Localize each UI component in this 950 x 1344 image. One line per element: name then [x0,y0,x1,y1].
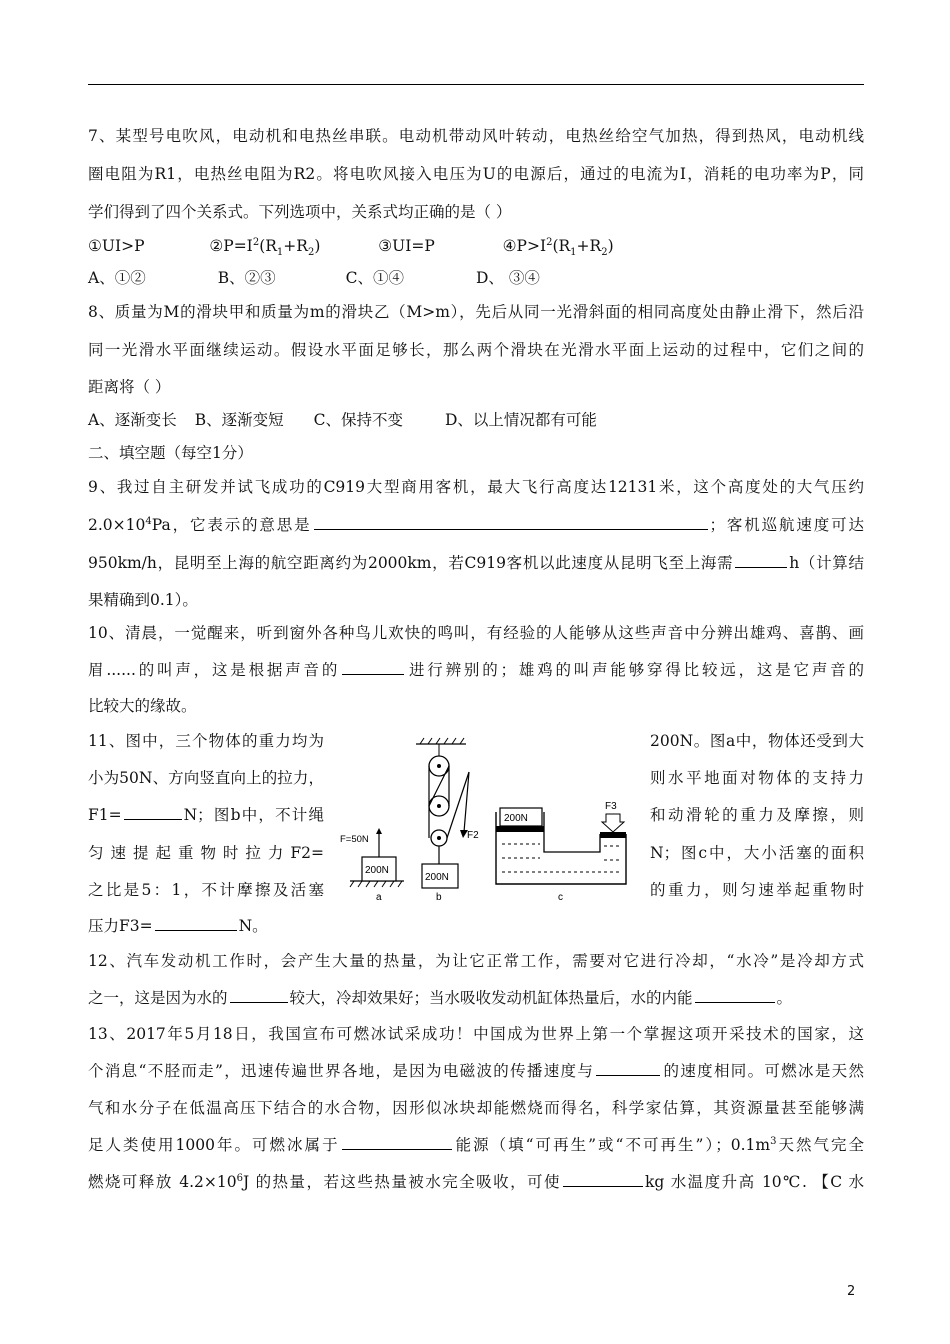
q7-option-a[interactable]: A、①② [88,269,146,287]
q11-left-3: F1= N；图b中，不计绳 [88,806,324,824]
q11-left-2: 小为50N、方向竖直向上的拉力， [88,769,324,787]
q11-left-4: 匀 速 提 起 重 物 时 拉 力 F2= [88,844,324,862]
q7-formula-4: $④P>I^2(R_1+R_2)$ [502,236,614,259]
figure-a-caption: a [376,892,382,903]
q7-formulas [88,236,614,259]
q13-line-2: 个消息“不胫而走”，迅速传遍世界各地，是因为电磁波的传播速度与 的速度相同。可燃冰是天然 [88,1062,864,1080]
q11-right-3: 和动滑轮的重力及摩擦，则 [650,806,864,824]
q13-blank-3[interactable] [563,1172,643,1187]
q7-option-d[interactable]: D、 ③④ [475,269,540,287]
q13-blank-2[interactable] [342,1135,452,1150]
q12-line-2: 之一，这是因为水的 较大，冷却效果好；当水吸收发动机缸体热量后，水的内能 。 [88,989,793,1007]
q8-options [88,410,597,430]
figure-a-force-label: F=50N [340,834,369,845]
q11-blank-3[interactable] [155,916,237,931]
figure-c-force-label: F3 [605,801,617,812]
q7-option-c[interactable]: C、①④ [345,269,404,287]
q13-line-1: 13、2017年5月18日，我国宣布可燃冰试采成功！中国成为世界上第一个掌握这项开采技术的国家，这 [88,1025,864,1043]
q7-formula-2: $②P=I^2(R_1+R_2)$ [209,236,321,259]
q10-line-2: 眉......的叫声，这是根据声音的 进行辨别的；雄鸡的叫声能够穿得比较远，这是它声音的 [88,661,864,679]
q7-formula-3: ③UI=P [378,237,435,255]
q7-line-1: 7、某型号电吹风，电动机和电热丝串联。电动机带动风叶转动，电热丝给空气加热，得到热风，电动机线 [88,127,864,145]
q11-right-1: 200N。图a中，物体还受到大 [650,732,864,750]
q11-left-5: 之比是5：1，不计摩擦及活塞 [88,881,324,899]
q7-option-b[interactable]: B、②③ [217,269,276,287]
q9-blank-1[interactable] [314,515,708,530]
q10-blank-1[interactable] [342,660,404,675]
figure-a-weight-label: 200N [365,865,389,876]
q11-blank-1[interactable] [124,805,182,820]
q10-line-3: 比较大的缘故。 [88,697,197,715]
q7-formula-1: ①UI>P [88,237,145,255]
q8-option-c[interactable]: C、保持不变 [313,411,403,429]
q13-blank-1[interactable] [596,1061,660,1076]
figure-c-weight-label: 200N [504,813,528,824]
figure-b [416,738,479,903]
q9-line-1: 9、我过自主研发并试飞成功的C919大型商用客机，最大飞行高度达12131米，这个高度处的大气压约 [88,478,864,496]
q8-option-a[interactable]: A、逐渐变长 [88,411,177,429]
q13-line-3: 气和水分子在低温高压下结合的水合物，因形似冰块却能燃烧而得名，科学家估算，其资源量甚至能够满 [88,1099,864,1117]
q13-line-4: 足人类使用1000年。可燃冰属于 能源（填“可再生”或“不可再生”）；$0.1m^3$天然气完全 [88,1135,864,1154]
q12-line-1: 12、汽车发动机工作时，会产生大量的热量，为让它正常工作，需要对它进行冷却，“水冷”是冷却方式 [88,952,864,970]
page-number: 2 [847,1284,856,1299]
q11-left-1: 11、图中，三个物体的重力均为 [88,732,324,750]
section-heading: 二、填空题（每空1分） [88,444,253,462]
figure-c-caption: c [558,892,563,903]
q11-figure [336,734,632,904]
q9-line-4: 果精确到0.1）。 [88,591,198,609]
q8-line-2: 同一光滑水平面继续运动。假设水平面足够长，那么两个滑块在光滑水平面上运动的过程中，它们之间的 [88,341,864,359]
header-rule [88,84,864,85]
q10-line-1: 10、清晨，一觉醒来，听到窗外各种鸟儿欢快的鸣叫，有经验的人能够从这些声音中分辨出雄鸡、喜鹊、画 [88,624,864,642]
figure-c [496,801,626,903]
q12-blank-1[interactable] [230,988,288,1003]
q7-options [88,268,540,288]
q9-line-2: $2.0\times 10^4Pa$，它表示的意思是 ；客机巡航速度可达 [88,515,864,534]
figure-b-force-label: F2 [467,830,479,841]
q7-line-3: 学们得到了四个关系式。下列选项中，关系式均正确的是（ ） [88,203,512,221]
q8-line-1: 8、质量为M的滑块甲和质量为m的滑块乙（M>m），先后从同一光滑斜面的相同高度处由静止滑下，然后沿 [88,303,864,321]
figure-a [340,828,404,903]
figure-b-caption: b [436,892,442,903]
q13-line-5: 燃烧可释放 $4.2\times 10^6J$ 的热量，若这些热量被水完全吸收，可使 kg 水温度升高 10℃. 【C 水 [88,1172,864,1191]
q9-blank-2[interactable] [735,553,787,568]
figure-b-weight-label: 200N [425,872,449,883]
q7-line-2: 圈电阻为R1，电热丝电阻为R2。将电吹风接入电压为U的电源后，通过的电流为I，消耗的电功率为P，同 [88,165,864,183]
q11-right-4: N；图c中，大小活塞的面积 [650,844,864,862]
q11-right-5: 的重力，则匀速举起重物时 [650,881,864,899]
q8-option-d[interactable]: D、以上情况都有可能 [444,411,597,429]
q8-option-b[interactable]: B、逐渐变短 [194,411,284,429]
q11-right-2: 则水平地面对物体的支持力 [650,769,864,787]
q11-last-line: 压力F3= N。 [88,917,268,935]
q8-line-3: 距离将（ ） [88,378,171,396]
q9-line-3: 950km/h，昆明至上海的航空距离约为2000km，若C919客机以此速度从昆明飞至上海需 h（计算结 [88,554,864,572]
q12-blank-2[interactable] [695,988,775,1003]
